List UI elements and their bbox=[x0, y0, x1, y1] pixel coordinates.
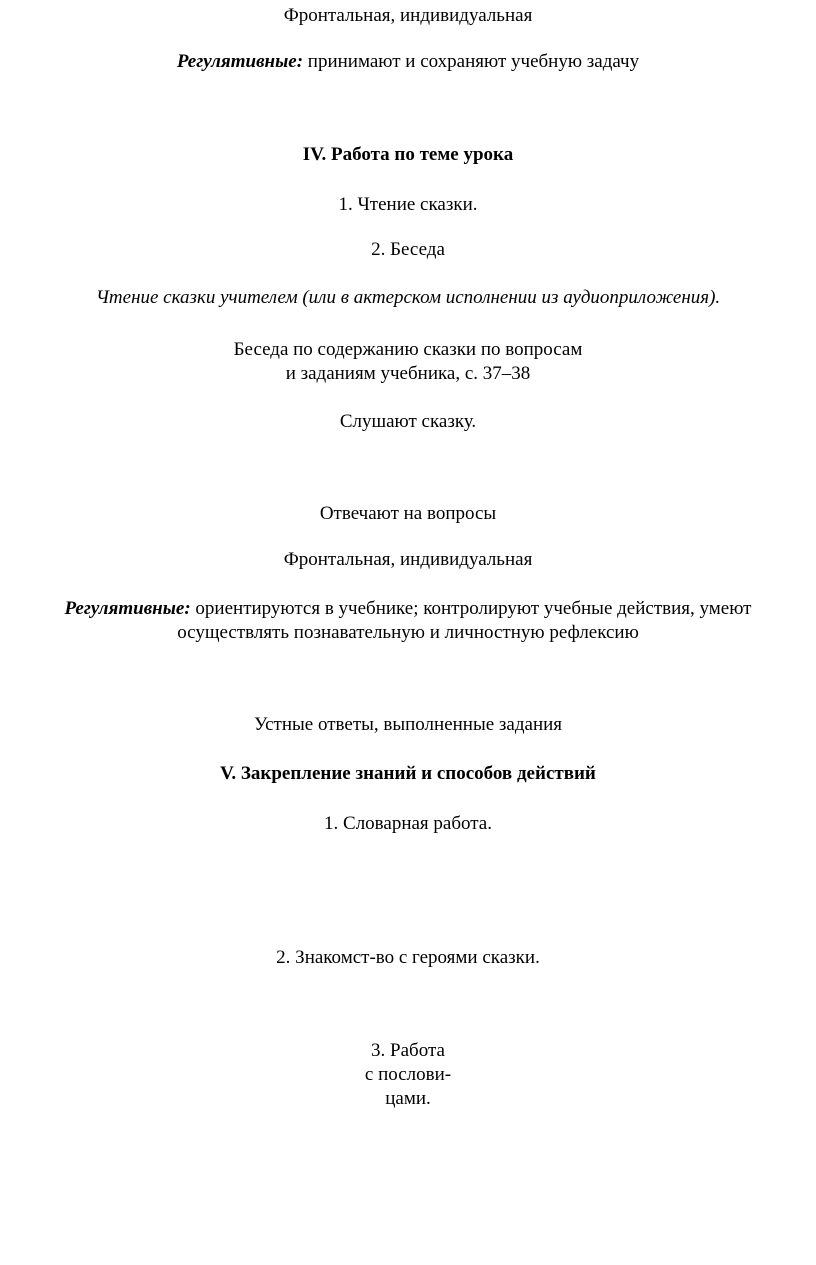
regulative-line-2 bbox=[0, 597, 816, 621]
answer-text: Отвечают на вопросы bbox=[319, 503, 497, 524]
regulative-label-2: Регулятивные: bbox=[64, 598, 191, 619]
proverbs-item-line-3: цами. bbox=[385, 1088, 431, 1109]
form-of-work-text: Фронтальная, индивидуальная bbox=[283, 5, 533, 26]
vocabulary-item: 1. Словарная работа. bbox=[324, 813, 492, 834]
proverbs-item-line-1: 3. Работа bbox=[371, 1040, 445, 1061]
regulative-label: Регулятивные: bbox=[176, 51, 304, 72]
conversation-description-line-2: и заданиям учебника, с. 37–38 bbox=[285, 363, 531, 384]
conversation-item: 2. Беседа bbox=[371, 239, 445, 260]
results-text: Устные ответы, выполненные задания bbox=[253, 714, 563, 735]
heroes-item: 2. Знакомст-во с героями сказки. bbox=[276, 947, 540, 968]
conversation-description-line-1: Беседа по содержанию сказки по вопросам bbox=[233, 339, 583, 360]
proverbs-item-line-2: с послови- bbox=[364, 1064, 452, 1085]
regulative-text: принимают и сохраняют учебную задачу bbox=[303, 51, 640, 72]
regulative-text-2-continued: осуществлять познавательную и личностную рефлексию bbox=[177, 622, 639, 643]
listen-text: Слушают сказку. bbox=[339, 411, 477, 432]
regulative-text-2: ориентируются в учебнике; контролируют учебные действия, умеют bbox=[190, 598, 752, 619]
section-v-heading: V. Закрепление знаний и способов действий bbox=[220, 763, 596, 784]
reading-note: Чтение сказки учителем (или в актерском исполнении из аудиоприложения). bbox=[95, 287, 721, 308]
regulative-line bbox=[0, 50, 816, 74]
reading-item: 1. Чтение сказки. bbox=[338, 194, 478, 215]
section-iv-heading: IV. Работа по теме урока bbox=[302, 144, 514, 165]
form-of-work-text-2: Фронтальная, индивидуальная bbox=[283, 549, 533, 570]
